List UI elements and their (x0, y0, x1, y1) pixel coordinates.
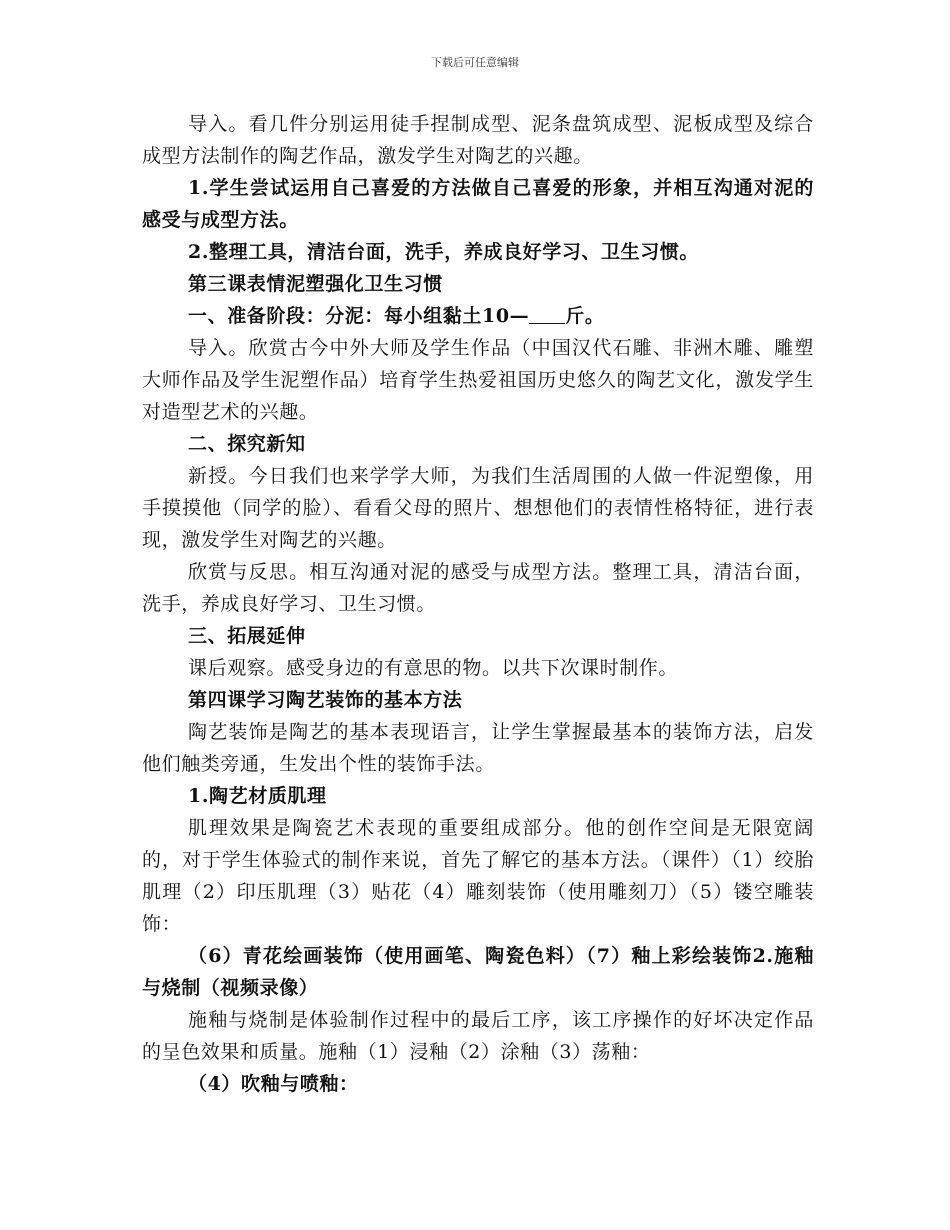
section-texture: 1.陶艺材质肌理 (188, 785, 327, 807)
preparation-unit: 斤。 (565, 305, 605, 327)
paragraph-decoration: 陶艺装饰是陶艺的基本表现语言，让学生掌握最基本的装饰方法，启发他们触类旁通，生发出个性的装饰手法。 (142, 721, 814, 775)
document-body (142, 108, 814, 1100)
lesson-four-title: 第四课学习陶艺装饰的基本方法 (188, 689, 463, 711)
paragraph-reflection: 欣赏与反思。相互沟通对泥的感受与成型方法。整理工具，清洁台面，洗手，养成良好学习、卫生习惯。 (142, 561, 814, 615)
paragraph-glazing-firing: 施釉与烧制是体验制作过程中的最后工序，该工序操作的好坏决定作品的呈色效果和质量。施釉（1）浸釉（2）涂釉（3）荡釉： (142, 1009, 814, 1063)
paragraph-observe: 课后观察。感受身边的有意思的物。以共下次课时制作。 (188, 657, 679, 679)
paragraph-student-try: 1.学生尝试运用自己喜爱的方法做自己喜爱的形象，并相互沟通对泥的感受与成型方法。 (142, 177, 814, 231)
lesson-three-title: 第三课表情泥塑强化卫生习惯 (188, 273, 443, 295)
paragraph-texture-methods: 肌理效果是陶瓷艺术表现的重要组成部分。他的创作空间是无限宽阔的，对于学生体验式的制作来说，首先了解它的基本方法。（课件）（1）绞胎肌理（2）印压肌理（3）贴花（4）雕刻装饰（使用雕刻刀）（5）镂空雕装饰： (142, 817, 814, 935)
paragraph-clean-tools: 2.整理工具，清洁台面，洗手，养成良好学习、卫生习惯。 (188, 241, 700, 263)
paragraph-appreciate: 导入。欣赏古今中外大师及学生作品（中国汉代石雕、非洲木雕、雕塑大师作品及学生泥塑作品）培育学生热爱祖国历史悠久的陶艺文化，激发学生对造型艺术的兴趣。 (142, 337, 814, 423)
paragraph-painting-glaze: （6）青花绘画装饰（使用画笔、陶瓷色料）（7）釉上彩绘装饰2.施釉与烧制（视频录像） (142, 945, 814, 999)
paragraph-new-lesson: 新授。今日我们也来学学大师，为我们生活周围的人做一件泥塑像，用手摸摸他（同学的脸）、看看父母的照片、想想他们的表情性格特征，进行表现，激发学生对陶艺的兴趣。 (142, 465, 814, 551)
section-preparation (142, 300, 814, 332)
page-header: 下载后可任意编辑 (431, 56, 519, 69)
section-explore: 二、探究新知 (188, 433, 306, 455)
blank-underline (529, 307, 565, 324)
paragraph-intro-works: 导入。看几件分别运用徒手捏制成型、泥条盘筑成型、泥板成型及综合成型方法制作的陶艺作品，激发学生对陶艺的兴趣。 (142, 113, 814, 167)
preparation-text: 一、准备阶段：分泥：每小组黏土10— (188, 305, 530, 327)
paragraph-blow-spray: （4）吹釉与喷釉： (188, 1073, 359, 1095)
section-extension: 三、拓展延伸 (188, 625, 306, 647)
